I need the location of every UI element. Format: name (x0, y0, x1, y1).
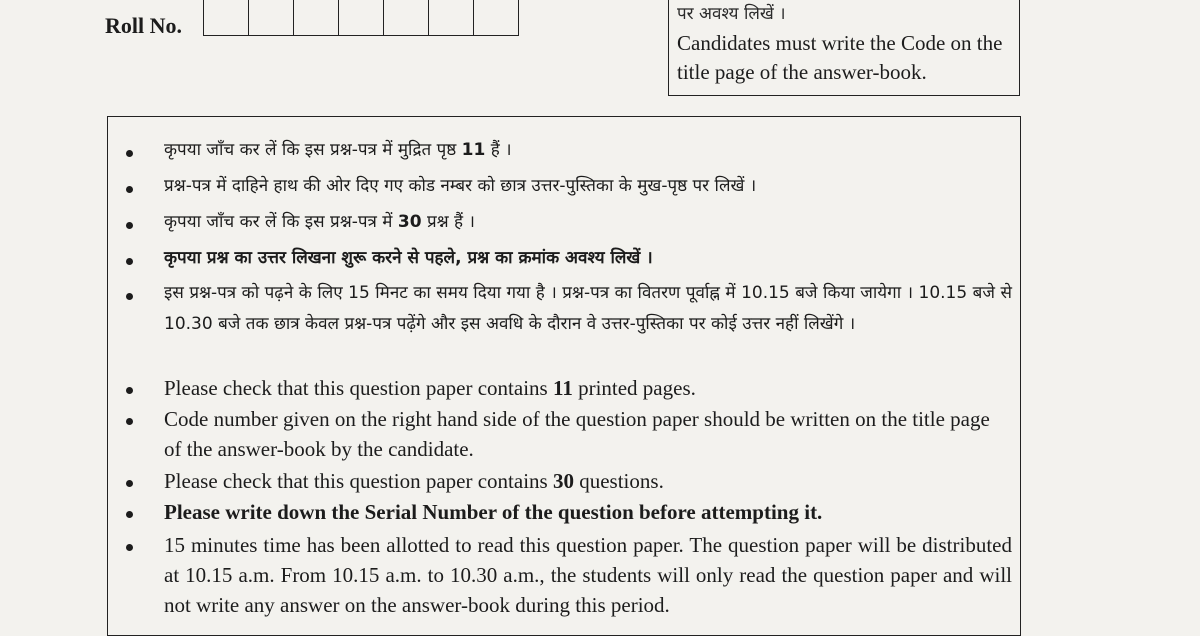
bullet-icon (126, 511, 133, 518)
general-instructions-box: कृपया जाँच कर लें कि इस प्रश्न-पत्र में मुद्रित पृष्ठ 11 हैं । प्रश्न-पत्र में दाहिने हाथ की ओर दिए गए कोड नम्बर को छात्र उत्तर-पुस्तिका के मुख-पृष्ठ पर लिखें । कृपया जाँच कर लें कि इस प्रश्न-पत्र में 30 प्रश्न हैं । कृपया प्रश्न का उत्तर लिखना शुरू करने से पहले, प्रश्न का क्रमांक अवश्य लिखें । इस प्रश्न-पत्र को पढ़ने के लिए 15 मिनट का समय दिया गया है । प्रश्न-पत्र का वितरण पूर्वाह्न में 10.15 बजे किया जायेगा । 10.15 बजे से 10.30 बजे तक छात्र केवल प्रश्न-पत्र पढ़ेंगे और इस अवधि के दौरान वे उत्तर-पुस्तिका पर कोई उत्तर नहीं लिखेंगे । Please check that this question paper contains 11 printed pages. Code number given on the right hand side of the question paper should be written on the title page of the answer-book by the candidate. Please check that this question paper contains 30 questions. Please write down the Serial Number of the question before attempting it. 15 minutes time has been allotted to read this question paper. The question paper will be distributed at 10.15 a.m. From 10.15 a.m. to 10.30 a.m., the students will only read the question paper and will not write any answer on the answer-book during this period. (107, 116, 1021, 636)
bullet-icon (126, 258, 133, 265)
roll-number-box (384, 0, 429, 35)
roll-number-label: Roll No. (105, 13, 182, 38)
roll-number-boxes (203, 0, 519, 36)
roll-number-box (339, 0, 384, 35)
bullet-icon (126, 222, 133, 229)
roll-number-box (429, 0, 474, 35)
bullet-icon (126, 480, 133, 487)
roll-number-box (249, 0, 294, 35)
bullet-icon (126, 150, 133, 157)
bullet-icon (126, 293, 133, 300)
roll-number-box (294, 0, 339, 35)
bullet-icon (126, 186, 133, 193)
code-instruction-hindi: पर अवश्य लिखें । (677, 4, 786, 24)
bullet-icon (126, 387, 133, 394)
roll-number-box (204, 0, 249, 35)
bullet-icon (126, 544, 133, 551)
roll-number-box (474, 0, 518, 35)
code-instruction-english: Candidates must write the Code on the title page of the answer-book. (677, 31, 1003, 84)
bullet-icon (126, 418, 133, 425)
code-instruction-box (668, 0, 1020, 96)
